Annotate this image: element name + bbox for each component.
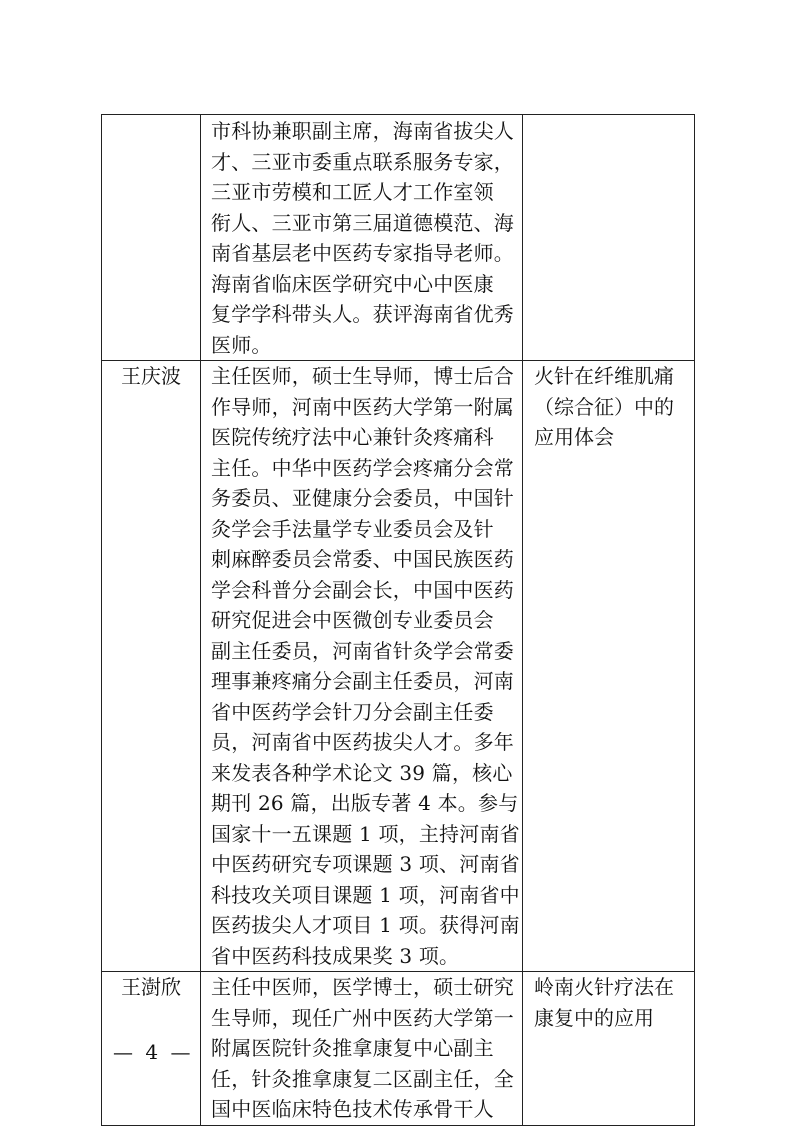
topic-cell <box>523 115 695 361</box>
page-number: — 4 — <box>113 1040 194 1064</box>
topic-line: 火针在纤维肌痛 <box>534 364 674 388</box>
bio-line: 才、三亚市委重点联系服务专家， <box>211 149 514 174</box>
bio-line: 中医药研究专项课题 3 项、河南省 <box>211 852 520 876</box>
bio-line: 来发表各种学术论文 39 篇，核心 <box>211 760 513 785</box>
bio-line: 学会科普分会副会长，中国中医药 <box>211 577 514 602</box>
bio-line: 研究促进会中医微创专业委员会 <box>211 608 494 632</box>
bio-line: 灸学会手法量学专业委员会及针 <box>211 516 494 541</box>
bio-cell <box>201 115 523 361</box>
bio-line: 附属医院针灸推拿康复中心副主 <box>211 1036 494 1060</box>
bio-line: 刺麻醉委员会常委、中国民族医药 <box>211 547 514 571</box>
bio-line: 员，河南省中医药拔尖人才。多年 <box>211 730 514 754</box>
table-row <box>102 361 695 972</box>
expert-name: 王庆波 <box>121 364 181 388</box>
bio-cell <box>201 361 523 972</box>
bio-line: 省中医药学会针刀分会副主任委 <box>211 699 494 724</box>
bio-line: 任，针灸推拿康复二区副主任，全 <box>211 1066 514 1091</box>
bio-line: 副主任委员，河南省针灸学会常委 <box>211 638 514 663</box>
bio-line: 理事兼疼痛分会副主任委员，河南 <box>211 669 514 693</box>
bio-line: 国中医临床特色技术传承骨干人 <box>211 1097 494 1121</box>
expert-table <box>101 114 695 1126</box>
bio-line: 市科协兼职副主席，海南省拔尖人 <box>211 119 514 143</box>
bio-line: 主任中医师，医学博士，硕士研究 <box>211 975 514 999</box>
bio-cell <box>201 972 523 1126</box>
bio-line: 海南省临床医学研究中心中医康 <box>211 271 494 296</box>
name-cell <box>102 361 201 972</box>
bio-line: 生导师，现任广州中医药大学第一 <box>211 1005 514 1030</box>
bio-line: 医药拔尖人才项目 1 项。获得河南 <box>211 913 520 937</box>
bio-line: 医院传统疗法中心兼针灸疼痛科 <box>211 425 494 449</box>
topic-cell <box>523 361 695 972</box>
bio-line: 省中医药科技成果奖 3 项。 <box>211 943 460 968</box>
bio-line: 务委员、亚健康分会委员，中国针 <box>211 486 514 510</box>
bio-line: 作导师，河南中医药大学第一附属 <box>211 394 514 419</box>
topic-cell <box>523 972 695 1126</box>
bio-line: 复学学科带头人。获评海南省优秀 <box>211 302 514 326</box>
bio-line: 医师。 <box>211 332 272 357</box>
bio-line: 衔人、三亚市第三届道德模范、海 <box>211 210 514 235</box>
name-cell <box>102 115 201 361</box>
bio-line: 期刊 26 篇，出版专著 4 本。参与 <box>211 791 519 815</box>
topic-line: （综合征）中的 <box>534 394 674 419</box>
expert-name: 王澍欣 <box>121 975 181 999</box>
topic-line: 应用体会 <box>534 425 614 449</box>
table-row <box>102 115 695 361</box>
topic-line: 岭南火针疗法在 <box>534 975 674 999</box>
bio-line: 主任。中华中医药学会疼痛分会常 <box>211 455 514 480</box>
bio-line: 三亚市劳模和工匠人才工作室领 <box>211 180 494 204</box>
bio-line: 南省基层老中医药专家指导老师。 <box>211 241 514 265</box>
bio-line: 科技攻关项目课题 1 项，河南省中 <box>211 882 520 907</box>
bio-line: 国家十一五课题 1 项，主持河南省 <box>211 821 520 846</box>
topic-line: 康复中的应用 <box>534 1005 654 1030</box>
bio-line: 主任医师，硕士生导师，博士后合 <box>211 364 514 388</box>
